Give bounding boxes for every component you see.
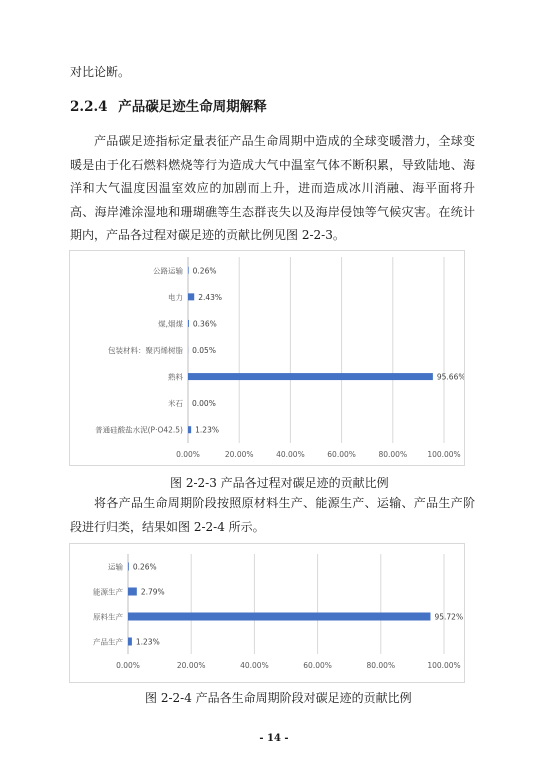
chart2-bar <box>128 588 137 596</box>
chart2-category-label: 能源生产 <box>93 587 123 597</box>
chart1-category-label: 米石 <box>168 399 183 409</box>
chart-1 <box>69 250 465 466</box>
chart2-data-label: 0.26% <box>132 562 157 572</box>
chart1-bar <box>188 267 189 274</box>
chart2-x-tick-label: 100.00% <box>427 661 461 670</box>
chart1-data-label: 1.23% <box>195 425 219 435</box>
chart2-category-label: 运输 <box>108 562 123 572</box>
chart2-x-tick-label: 60.00% <box>303 661 332 670</box>
chart1-x-tick-label: 60.00% <box>327 450 356 459</box>
chart1-category-label: 包装材料：聚丙烯树脂 <box>108 346 183 355</box>
chart2-bar <box>128 613 430 621</box>
chart-1-svg <box>70 251 464 465</box>
chart2-category-label: 原料生产 <box>93 612 123 622</box>
chart1-bar <box>188 293 194 300</box>
top-text: 对比论断。 <box>70 65 131 79</box>
chart1-data-label: 0.05% <box>192 346 216 355</box>
chart2-x-tick-label: 40.00% <box>240 661 269 670</box>
figure-1-caption: 图 2-2-3 产品各过程对碳足迹的贡献比例 <box>170 476 389 490</box>
chart1-category-label: 电力 <box>168 292 183 302</box>
chart1-data-label: 95.66% <box>436 372 464 382</box>
chart1-category-label: 熟料 <box>168 372 183 382</box>
chart1-x-tick-label: 100.00% <box>427 450 461 459</box>
chart1-bar <box>188 320 189 327</box>
paragraph-2: 将各产品生命周期阶段按照原材料生产、能源生产、运输、产品生产阶段进行归类，结果如图 2-2-4 所示。 <box>70 496 475 534</box>
chart1-data-label: 0.00% <box>192 399 216 409</box>
chart2-x-tick-label: 80.00% <box>366 661 396 670</box>
chart2-data-label: 1.23% <box>135 637 160 647</box>
chart2-x-tick-label: 0.00% <box>116 661 140 670</box>
section-number: 2.2.4 <box>70 99 108 115</box>
chart1-category-label: 普通硅酸盐水泥(P·O42.5) <box>95 425 183 435</box>
paragraph-1: 产品碳足迹指标定量表征产品生命周期中造成的全球变暖潜力，全球变暖是由于化石燃料燃烧等行为造成大气中温室气体不断积累，导致陆地、海洋和大气温度因温室效应的加剧而上升，进而造成冰川消融、海平面将升高、海岸滩涂湿地和珊瑚礁等生态群丧失以及海岸侵蚀等气候灾害。在统计期内，产品各过程对碳足迹的贡献比例见图 2-2-3。 <box>70 134 475 242</box>
section-heading <box>70 95 267 115</box>
chart2-bar <box>128 638 132 646</box>
section-title: 产品碳足迹生命周期解释 <box>118 99 267 115</box>
chart2-bar <box>128 563 129 571</box>
chart1-category-label: 公路运输 <box>153 266 183 276</box>
chart1-data-label: 0.36% <box>192 319 217 329</box>
chart2-x-tick-label: 20.00% <box>176 661 206 670</box>
chart1-x-tick-label: 40.00% <box>276 450 305 459</box>
chart2-data-label: 95.72% <box>434 612 464 622</box>
chart2-data-label: 2.79% <box>140 587 165 597</box>
chart1-bar <box>188 426 191 433</box>
page-number: - 14 - <box>259 733 289 744</box>
chart-2-svg <box>70 544 464 682</box>
figure-2-caption: 图 2-2-4 产品各生命周期阶段对碳足迹的贡献比例 <box>145 691 412 705</box>
chart1-x-tick-label: 80.00% <box>378 450 408 459</box>
chart1-bar <box>188 373 433 380</box>
chart1-data-label: 0.26% <box>192 266 217 276</box>
chart-2 <box>69 543 465 683</box>
chart1-x-tick-label: 20.00% <box>224 450 254 459</box>
chart1-category-label: 煤,烟煤 <box>158 319 183 329</box>
chart1-data-label: 2.43% <box>198 292 223 302</box>
chart2-category-label: 产品生产 <box>93 637 123 647</box>
chart1-x-tick-label: 0.00% <box>176 450 200 459</box>
